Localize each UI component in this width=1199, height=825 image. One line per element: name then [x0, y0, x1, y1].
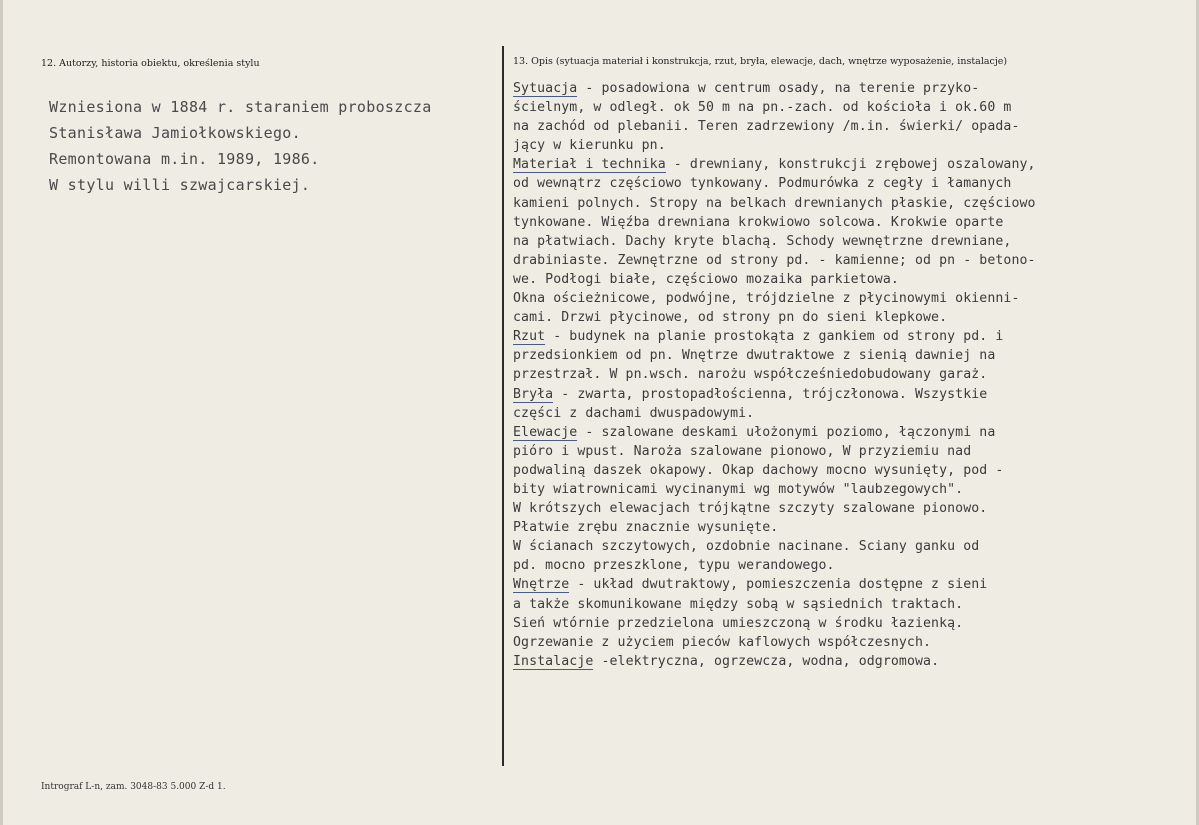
description-line — [513, 289, 1193, 308]
description-line — [513, 575, 1193, 594]
description-text-run: od wewnątrz częściowo tynkowany. Podmurówka z cegły i łamanych — [513, 176, 1012, 192]
description-line — [513, 213, 1193, 232]
description-text-run: na zachód od plebanii. Teren zadrzewiony /m.in. świerki/ opada- — [513, 119, 1020, 135]
description-text-run: - zwarta, prostopadłościenna, trójczłonowa. Wszystkie — [553, 386, 988, 402]
description-text-run: jący w kierunku pn. — [513, 138, 666, 154]
description-line — [513, 232, 1193, 251]
description-text-run: ścielnym, w odległ. ok 50 m na pn.-zach. od kościoła i ok.60 m — [513, 100, 1012, 116]
history-line: Remontowana m.in. 1989, 1986. — [49, 150, 320, 168]
description-text-run: we. Podłogi białe, częściowo mozaika parkietowa. — [513, 271, 899, 287]
description-text-run: Okna ościeżnicowe, podwójne, trójdzielne z płycinowymi okienni- — [513, 291, 1020, 307]
description-line — [513, 174, 1193, 193]
description-line — [513, 136, 1193, 155]
description-text-run: Płatwie zrębu znacznie wysunięte. — [513, 520, 779, 536]
description-text-run: pióro i wpust. Naroża szalowane pionowo, W przyziemiu nad — [513, 443, 972, 459]
description-line — [513, 518, 1193, 537]
description-text-run: - szalowane deskami ułożonymi poziomo, łączonymi na — [577, 424, 996, 440]
section-heading: Materiał i technika — [513, 157, 666, 173]
section-heading: Wnętrze — [513, 577, 570, 593]
description-text-run: części z dachami dwuspadowymi. — [513, 405, 755, 421]
history-text — [49, 94, 489, 198]
description-text-run: Sień wtórnie przedzielona umieszczoną w środku łazienką. — [513, 615, 964, 631]
description-line — [513, 442, 1193, 461]
description-line — [513, 537, 1193, 556]
description-text-run: pd. mocno przeszklone, typu werandowego. — [513, 558, 835, 574]
description-text-run: podwaliną daszek okapowy. Okap dachowy mocno wysunięty, pod - — [513, 462, 1004, 478]
description-line — [513, 155, 1193, 174]
description-text-run: - drewniany, konstrukcji zrębowej oszalowany, — [665, 157, 1036, 173]
description-line — [513, 308, 1193, 327]
description-line — [513, 461, 1193, 480]
description-line — [513, 98, 1193, 117]
description-text-run: W ścianach szczytowych, ozdobnie nacinane. Sciany ganku od — [513, 539, 980, 555]
description-text-run: -elektryczna, ogrzewcza, wodna, odgromowa. — [593, 653, 940, 669]
description-text-run: W krótszych elewacjach trójkątne szczyty szalowane pionowo. — [513, 501, 988, 517]
description-line — [513, 404, 1193, 423]
description-line — [513, 251, 1193, 270]
description-text-run: bity wiatrownicami wycinanymi wg motywów "laubzegowych". — [513, 481, 964, 497]
description-text-run: na płatwiach. Dachy kryte blachą. Schody wewnętrzne drewniane, — [513, 233, 1012, 249]
history-line: Stanisława Jamiołkowskiego. — [49, 124, 301, 142]
printer-imprint: Intrograf L-n, zam. 3048-83 5.000 Z-d 1. — [41, 782, 226, 792]
description-line — [513, 614, 1193, 633]
description-line — [513, 346, 1193, 365]
history-line: W stylu willi szwajcarskiej. — [49, 176, 311, 194]
description-text-run: tynkowane. Więźba drewniana krokwiowo solcowa. Krokwie oparte — [513, 214, 1004, 230]
description-text-run: przestrzał. W pn.wsch. narożu współcześniedobudowany garaż. — [513, 367, 988, 383]
description-text-run: - posadowiona w centrum osady, na terenie przyko- — [577, 81, 980, 96]
description-text-run: drabiniaste. Zewnętrzne od strony pd. - kamienne; od pn - betono- — [513, 252, 1036, 268]
description-line — [513, 652, 1193, 671]
description-line — [513, 117, 1193, 136]
description-text-run: - układ dwutraktowy, pomieszczenia dostępne z sieni — [569, 577, 988, 593]
description-text-run: a także skomunikowane między sobą w sąsiednich traktach. — [513, 596, 964, 612]
description-text-run: cami. Drzwi płycinowe, od strony pn do sieni klepkowe. — [513, 310, 948, 326]
description-line — [513, 327, 1193, 346]
description-line — [513, 595, 1193, 614]
section-heading: Sytuacja — [513, 81, 578, 96]
history-line: Wzniesiona w 1884 r. staraniem proboszcza — [49, 98, 432, 116]
section-heading: Elewacje — [513, 424, 578, 440]
description-text-run: przedsionkiem od pn. Wnętrze dwutraktowe z sienią dawniej na — [513, 348, 996, 364]
description-line — [513, 480, 1193, 499]
section-heading: Bryła — [513, 386, 554, 402]
description-line — [513, 79, 1193, 98]
description-line — [513, 556, 1193, 575]
description-text-run: kamieni polnych. Stropy na belkach drewnianych płaskie, częściowo — [513, 195, 1036, 211]
description-text-run: - budynek na planie prostokąta z gankiem od strony pd. i — [545, 329, 1004, 345]
section-heading: Rzut — [513, 329, 546, 345]
description-text-run: Ogrzewanie z użyciem pieców kaflowych współczesnych. — [513, 634, 932, 650]
description-line — [513, 499, 1193, 518]
description-line — [513, 194, 1193, 213]
column-divider — [502, 46, 504, 766]
description-line — [513, 385, 1193, 404]
section-13-label: 13. Opis (sytuacja materiał i konstrukcja, rzut, bryła, elewacje, dach, wnętrze wyposażenie, instalacje) — [513, 56, 1008, 67]
description-line — [513, 633, 1193, 652]
section-12-label: 12. Autorzy, historia obiektu, określenia stylu — [41, 58, 260, 69]
description-line — [513, 423, 1193, 442]
description-text — [513, 79, 1193, 671]
description-line — [513, 365, 1193, 384]
description-line — [513, 270, 1193, 289]
section-heading: Instalacje — [513, 653, 594, 669]
